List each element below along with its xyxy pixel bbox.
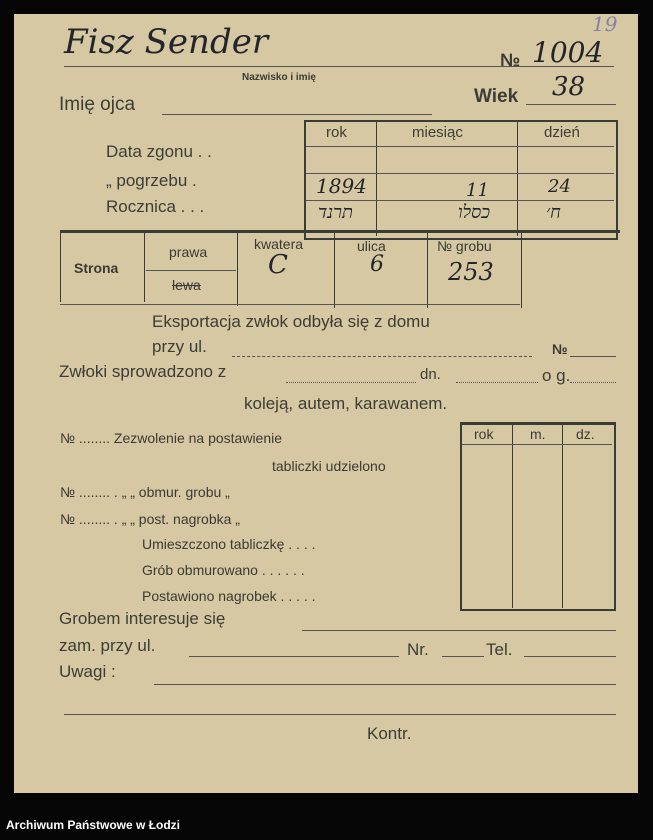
og-label: o g. [542,366,571,385]
number-value: 1004 [532,36,604,69]
permit-tombstone: № ........ . „ „ post. nagrobka „ [60,511,240,527]
interested-label: Grobem interesuje się [59,609,226,628]
tel-label: Tel. [486,640,513,659]
address-label: zam. przy ul. [59,636,156,655]
transport-options: koleją, autem, karawanem. [244,394,448,413]
number-label: № [500,50,521,70]
col-year: rok [326,124,347,141]
grave-walled: Grób obmurowano . . . . . . [142,562,305,578]
anniversary-day: ח׳ [546,202,561,223]
permits-col-month: m. [530,426,546,442]
grave-no-value: 253 [448,258,494,286]
funeral-month: 11 [466,180,489,201]
burial-record-card [14,14,638,793]
permits-table [460,422,616,611]
side-label: Strona [74,260,119,276]
funeral-day: 24 [548,176,571,197]
anniversary-year: תרנד [318,202,353,223]
col-month: miesiąc [412,124,463,141]
age-value: 38 [552,72,586,102]
tombstone-erected: Postawiono nagrobek . . . . . [142,588,316,604]
export-street-label: przy ul. [152,337,207,356]
quarter-label: kwatera [254,236,304,252]
name-label: Nazwisko i imię [242,72,316,83]
anniversary-month: כסלו [458,202,491,223]
nr-label: Nr. [407,640,429,659]
corner-number: 19 [592,12,618,36]
brought-label: Zwłoki sprowadzono z [59,362,227,381]
permit-plaque: № ........ Zezwolenie na postawienie [60,430,283,446]
side-left: lewa [172,277,201,293]
side-right: prawa [169,244,208,260]
export-line: Eksportacja zwłok odbyła się z domu [152,312,430,331]
anniversary-label: Rocznica . . . [106,197,205,216]
father-label: Imię ojca [59,94,136,115]
permit-plaque-2: tabliczki udzielono [272,458,386,474]
street-label: ulica [357,238,386,254]
age-label: Wiek [474,86,519,107]
notes-label: Uwagi : [59,662,116,681]
funeral-date-label: „ pogrzebu . [106,171,197,190]
quarter-value: C [268,250,288,280]
export-no-label: № [552,341,568,357]
street-value: 6 [370,252,384,277]
plaque-placed: Umieszczono tabliczkę . . . . [142,536,316,552]
permits-col-year: rok [474,426,494,442]
permit-wall: № ........ . „ „ obmur. grobu „ [60,484,230,500]
funeral-year: 1894 [316,174,367,198]
grave-no-label: № grobu [437,238,492,254]
surname-name: Fisz Sender [64,22,269,62]
permits-col-day: dz. [576,426,595,442]
control-label: Kontr. [367,724,412,743]
dn-label: dn. [420,366,441,383]
archive-credit: Archiwum Państwowe w Łodzi [6,818,181,832]
death-date-label: Data zgonu . . [106,142,212,161]
col-day: dzień [544,124,580,141]
